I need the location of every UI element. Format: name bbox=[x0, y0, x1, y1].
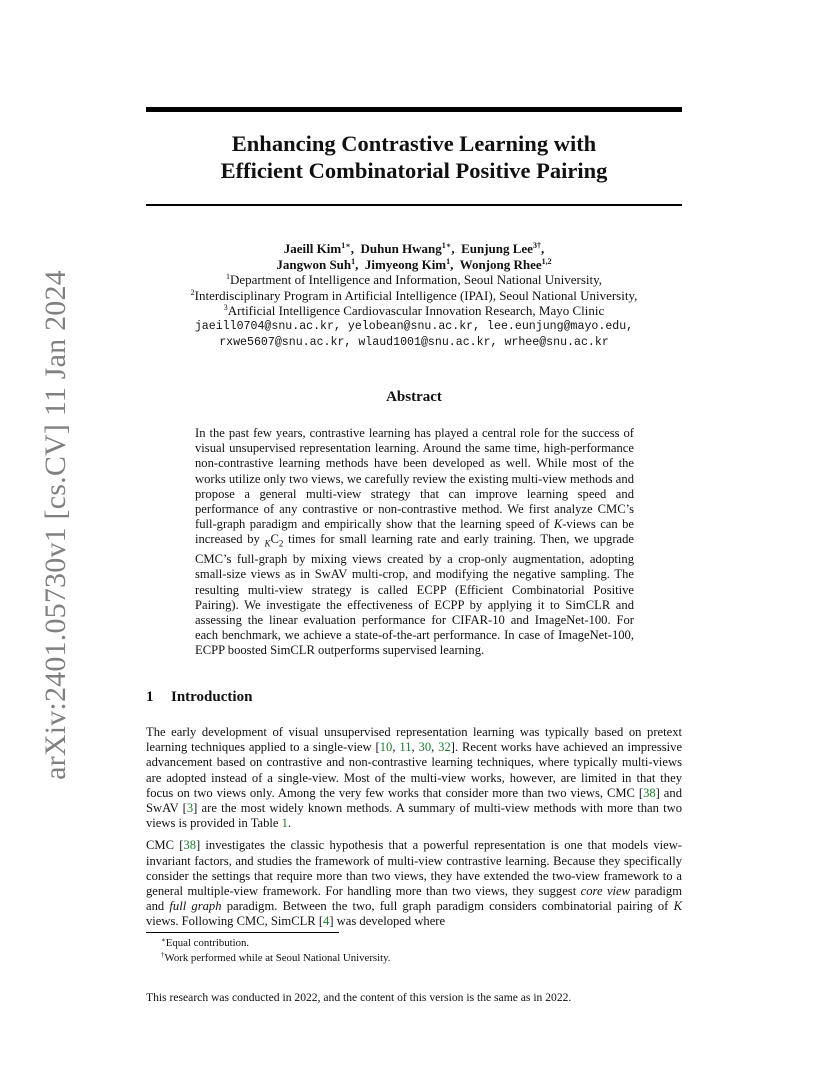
abstract-heading: Abstract bbox=[386, 389, 442, 405]
table-link[interactable]: 1 bbox=[281, 816, 288, 831]
section-title: Introduction bbox=[171, 689, 253, 705]
citation-link[interactable]: 38 bbox=[643, 785, 656, 800]
math-symbol: 2 bbox=[278, 538, 284, 549]
version-note: This research was conducted in 2022, and the content of this version is the same as in 2022. bbox=[146, 991, 572, 1004]
citation-link[interactable]: 11 bbox=[399, 740, 412, 755]
author-name: Jangwon Suh bbox=[276, 256, 352, 272]
email-line-1: jaeill0704@snu.ac.kr, yelobean@snu.ac.kr, lee.eunjung@mayo.edu, bbox=[194, 319, 634, 333]
affiliation-2 bbox=[146, 288, 682, 304]
author-mark: 1 bbox=[351, 256, 356, 266]
citation-link[interactable]: 3 bbox=[186, 801, 194, 816]
author-line-2: Jangwon Suh$^1$, Jimyeong Kim$^1$, Wonjong Rhee$^{1,2}$ bbox=[276, 256, 552, 272]
math-symbol: C bbox=[270, 532, 279, 547]
paragraph-text: paradigm. Between the two, full graph paradigm considers combinatorial pairing of bbox=[221, 899, 674, 914]
footnote-text: Work performed while at Seoul National University. bbox=[164, 952, 391, 964]
author-name: Duhun Hwang bbox=[360, 241, 442, 256]
emphasis-text: core view bbox=[580, 884, 631, 899]
citation-link[interactable]: 32 bbox=[438, 740, 451, 755]
affiliation-text: Department of Intelligence and Information, Seoul National University, bbox=[229, 272, 603, 288]
math-symbol: K bbox=[673, 899, 682, 914]
paragraph-text: ] was developed where bbox=[329, 914, 446, 929]
citation-link[interactable]: 4 bbox=[323, 914, 330, 929]
author-name: Wonjong Rhee bbox=[459, 256, 542, 272]
paragraph-text: ] are the most widely known methods. A summary of multi-view methods with more than two views is provided in Table bbox=[146, 801, 682, 831]
footnote-mark: † bbox=[161, 951, 165, 959]
author-name: Jimyeong Kim bbox=[364, 256, 447, 272]
footnote-2 bbox=[161, 951, 391, 966]
affiliation-mark: 1 bbox=[225, 272, 230, 282]
email-line-2: rxwe5607@snu.ac.kr, wlaud1001@snu.ac.kr, wrhee@snu.ac.kr bbox=[219, 335, 609, 349]
affiliation-text: Artificial Intelligence Cardiovascular Innovation Research, Mayo Clinic bbox=[227, 303, 605, 319]
affiliation-3 bbox=[146, 303, 682, 319]
paper-title bbox=[146, 130, 682, 184]
arxiv-identifier: arXiv:2401.05730v1 [cs.CV] 11 Jan 2024 bbox=[39, 270, 72, 780]
title-line-1: Enhancing Contrastive Learning with bbox=[231, 131, 597, 156]
footnote-text: Equal contribution. bbox=[165, 937, 250, 949]
abstract-text: times for small learning rate and early training. Then, we upgrade CMC’s full-graph by mixing views created by a crop-only augmentation, adopting small-size views as in SwAV multi-crop, and modifying the negative sampling. The resulting multi-view strategy is called ECPP (Efficient Combinatorial Positive Pairing). We investigate the effectiveness of ECPP by applying it to SimCLR and assessing the linear evaluation performance for CIFAR-10 and ImageNet-100. For each benchmark, we achieve a state-of-the-art performance. In case of ImageNet-100, ECPP boosted SimCLR outperforms supervised learning. bbox=[195, 532, 634, 658]
math-symbol: K bbox=[264, 538, 271, 549]
paragraph-text: ] and SwAV [ bbox=[146, 785, 682, 816]
paragraph-text: The early development of visual unsupervised representation learning was typically based on pretext learning techniques applied to a single-view [ bbox=[146, 725, 682, 755]
citation-link[interactable]: 30 bbox=[418, 740, 432, 755]
section-heading-introduction bbox=[146, 689, 252, 706]
intro-paragraph-2 bbox=[146, 838, 682, 929]
author-name: Eunjung Lee bbox=[461, 241, 533, 256]
affiliation-1 bbox=[146, 272, 682, 288]
paragraph-text: CMC [ bbox=[146, 838, 184, 853]
emphasis-text: full graph bbox=[169, 899, 222, 914]
affiliation-mark: 3 bbox=[223, 303, 228, 313]
abstract-text: In the past few years, contrastive learning has played a central role for the success of visual unsupervised representation learning. Around the same time, high-performance non-contrastive learning methods have been developed as well. While most of the works utilize only two views, we carefully review the existing multi-view methods and propose a general multi-view strategy that can improve learning speed and performance of any contrastive or non-contrastive method. We first analyze CMC’s full-graph paradigm and empirically show that the learning speed of bbox=[195, 426, 634, 532]
intro-paragraph-1: The early development of visual unsupervised representation learning was typically based on pretext learning techniques applied to a single-view [10, 11, 30, 32]. Recent works have achieved an impressive advancement based on contrastive and non-contrastive learning techniques, where typically multi-views are adopted instead of a single-view. Most of the multi-view works, however, are limited in that they focus on two views only. Among the very few works that consider more than two views, CMC [38] and SwAV [3] are the most widely known methods. A summary of multi-view methods with more than two views is provided in Table 1. bbox=[146, 725, 683, 831]
footnote-mark: ∗ bbox=[161, 936, 166, 944]
paragraph-text: ] investigates the classic hypothesis that a powerful representation is one that models view-invariant factors, and studies the framework of multi-view contrastive learning. Because they specifically consider the settings that require more than two views, they have extended the two-view framework to a general multiple-view framework. For handling more than two views, they suggest bbox=[146, 838, 682, 899]
paragraph-text: views. Following CMC, SimCLR [ bbox=[146, 914, 324, 929]
abstract-text: -views can be increased by bbox=[195, 517, 634, 547]
footnote-rule bbox=[146, 932, 339, 933]
author-mark: 1∗ bbox=[441, 241, 452, 250]
footnotes bbox=[161, 936, 391, 966]
author-mark: 3† bbox=[532, 241, 541, 250]
author-mark: 1 bbox=[446, 256, 451, 266]
paragraph-text: ]. Recent works have achieved an impressive advancement based on contrastive and non-contrastive learning techniques, where typically multi-views are adopted instead of a single-view. Most of the multi-view works, however, are limited in that they focus on two views only. Among the very few works that consider more than two views, CMC [ bbox=[146, 740, 683, 800]
author-mark: 1∗ bbox=[341, 241, 351, 250]
paragraph-text: paradigm and bbox=[146, 884, 682, 914]
paragraph-text: . bbox=[287, 816, 292, 831]
citation-link[interactable]: 38 bbox=[183, 838, 196, 853]
affiliation-mark: 2 bbox=[190, 287, 195, 297]
author-name: Jaeill Kim bbox=[283, 241, 342, 256]
section-number: 1 bbox=[146, 689, 154, 705]
author-line-1: Jaeill Kim$^{1∗}$, Duhun Hwang$^{1∗}$, Eunjung Lee$^{3\dagger}$, bbox=[283, 241, 545, 256]
math-symbol: K bbox=[553, 517, 563, 532]
title-top-rule bbox=[146, 107, 682, 112]
title-bottom-rule bbox=[146, 204, 682, 206]
footnote-1 bbox=[161, 936, 391, 951]
introduction-body bbox=[146, 725, 682, 937]
title-line-2: Efficient Combinatorial Positive Pairing bbox=[220, 158, 608, 183]
affiliation-text: Interdisciplinary Program in Artificial Intelligence (IPAI), Seoul National University, bbox=[194, 287, 638, 303]
author-mark: 1,2 bbox=[541, 256, 552, 266]
citation-link[interactable]: 10 bbox=[379, 740, 393, 755]
author-block bbox=[146, 241, 682, 350]
abstract-body bbox=[195, 426, 634, 659]
